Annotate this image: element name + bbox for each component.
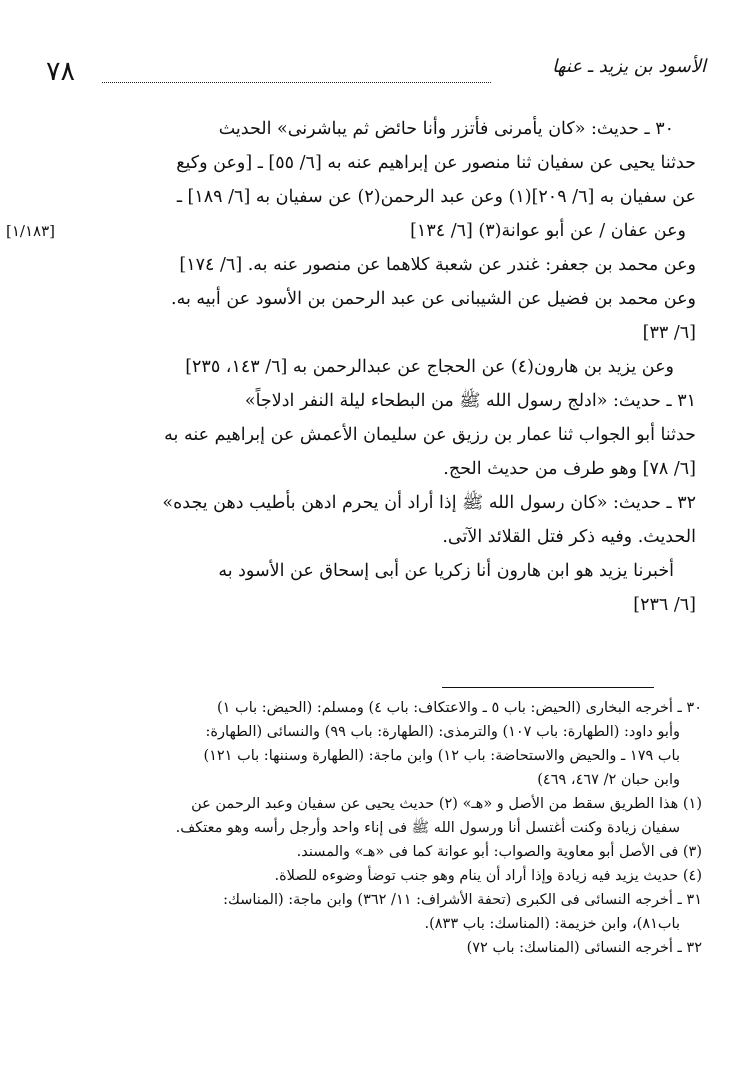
entry-30-body bbox=[6, 146, 696, 350]
text-line: وعن محمد بن جعفر: غندر عن شعبة كلاهما عن منصور عنه به. [٦/ ١٧٤] bbox=[179, 255, 696, 275]
footnote-line: باب ١٧٩ ـ والحيض والاستحاضة: باب ١٢) وابن ماجة: (الطهارة وسننها: باب ١٢١) bbox=[203, 748, 680, 764]
text-line: ٣٢ ـ حديث: «كان رسول الله ﷺ إذا أراد أن يحرم ادهن بأطيب دهن يجده» bbox=[162, 493, 696, 513]
entry-32-heading bbox=[40, 486, 696, 554]
text-line: وعن يزيد بن هارون(٤) عن الحجاج عن عبدالرحمن به [٦/ ١٤٣، ٢٣٥] bbox=[185, 357, 674, 377]
text-line: عن سفيان به [٦/ ٢٠٩](١) وعن عبد الرحمن(٢) عن سفيان به [٦/ ١٨٩] ـ bbox=[176, 187, 696, 207]
main-text bbox=[6, 112, 696, 622]
margin-reference: [١/١٨٣] bbox=[6, 222, 55, 240]
header-dotted-rule bbox=[102, 82, 491, 83]
footnote-line: وابن حبان ٢/ ٤٦٧، ٤٦٩) bbox=[537, 772, 680, 788]
entry-30-tail bbox=[40, 350, 696, 384]
footnote-line: (١) هذا الطريق سقط من الأصل و «هـ» (٢) حديث يحيى عن سفيان وعبد الرحمن عن bbox=[191, 796, 702, 812]
entry-32-body bbox=[40, 554, 696, 588]
footnote-line: سفيان زيادة وكنت أغتسل أنا ورسول الله ﷺ فى إناء واحد وأرجل رأسه وهو معتكف. bbox=[175, 820, 680, 836]
footnote-line: ٣١ ـ أخرجه النسائى فى الكبرى (تحفة الأشراف: ١١/ ٣٦٢) وابن ماجة: (المناسك: bbox=[223, 892, 702, 908]
text-line-with-margin-ref bbox=[6, 214, 696, 248]
text-line: [٦/ ٧٨] وهو طرف من حديث الحج. bbox=[443, 459, 696, 479]
running-title: الأسود بن يزيد ـ عنها bbox=[552, 56, 706, 77]
text-line: وعن محمد بن فضيل عن الشيبانى عن عبد الرحمن بن الأسود عن أبيه به. bbox=[171, 289, 696, 309]
footnote-line: وأبو داود: (الطهارة: باب ١٠٧) والترمذى: (الطهارة: باب ٩٩) والنسائى (الطهارة: bbox=[205, 724, 680, 740]
text-line: حدثنا يحيى عن سفيان ثنا منصور عن إبراهيم عنه به [٦/ ٥٥] ـ [وعن وكيع bbox=[176, 153, 696, 173]
footnote-separator bbox=[442, 687, 654, 688]
text-line: ٣١ ـ حديث: «ادلج رسول الله ﷺ من البطحاء ليلة النفر ادلاجاً» bbox=[244, 391, 696, 411]
page-header bbox=[46, 52, 706, 92]
entry-32-ref bbox=[40, 588, 696, 622]
text-line: وعن عفان / عن أبو عوانة(٣) [٦/ ١٣٤] bbox=[410, 221, 686, 241]
entry-31-heading bbox=[40, 384, 696, 418]
footnote-line: ٣٢ ـ أخرجه النسائى (المناسك: باب ٧٢) bbox=[466, 940, 702, 956]
text-line: حدثنا أبو الجواب ثنا عمار بن رزيق عن سليمان الأعمش عن إبراهيم عنه به bbox=[164, 425, 696, 445]
footnote-line: (٣) فى الأصل أبو معاوية والصواب: أبو عوانة كما فى «هـ» والمسند. bbox=[296, 844, 702, 860]
entry-30-heading bbox=[40, 112, 696, 146]
text-line: [٦/ ٢٣٦] bbox=[633, 595, 696, 615]
text-line: الحديث. وفيه ذكر فتل القلائد الآتى. bbox=[442, 527, 696, 547]
footnote-line: ٣٠ ـ أخرجه البخارى (الحيض: باب ٥ ـ والاعتكاف: باب ٤) ومسلم: (الحيض: باب ١) bbox=[216, 700, 702, 716]
footnotes bbox=[62, 696, 702, 960]
page-number: ٧٨ bbox=[46, 56, 76, 87]
text-line: ٣٠ ـ حديث: «كان يأمرنى فأتزر وأنا حائض ثم يباشرنى» الحديث bbox=[218, 119, 674, 139]
text-line: [٦/ ٣٣] bbox=[642, 323, 696, 343]
entry-31-body bbox=[40, 418, 696, 486]
footnote-line: باب٨١)، وابن خزيمة: (المناسك: باب ٨٣٣). bbox=[424, 916, 680, 932]
footnote-line: (٤) حديث يزيد فيه زيادة وإذا أراد أن ينام وهو جنب توضأ وضوءه للصلاة. bbox=[274, 868, 702, 884]
text-line: أخبرنا يزيد هو ابن هارون أنا زكريا عن أبى إسحاق عن الأسود به bbox=[218, 561, 674, 581]
